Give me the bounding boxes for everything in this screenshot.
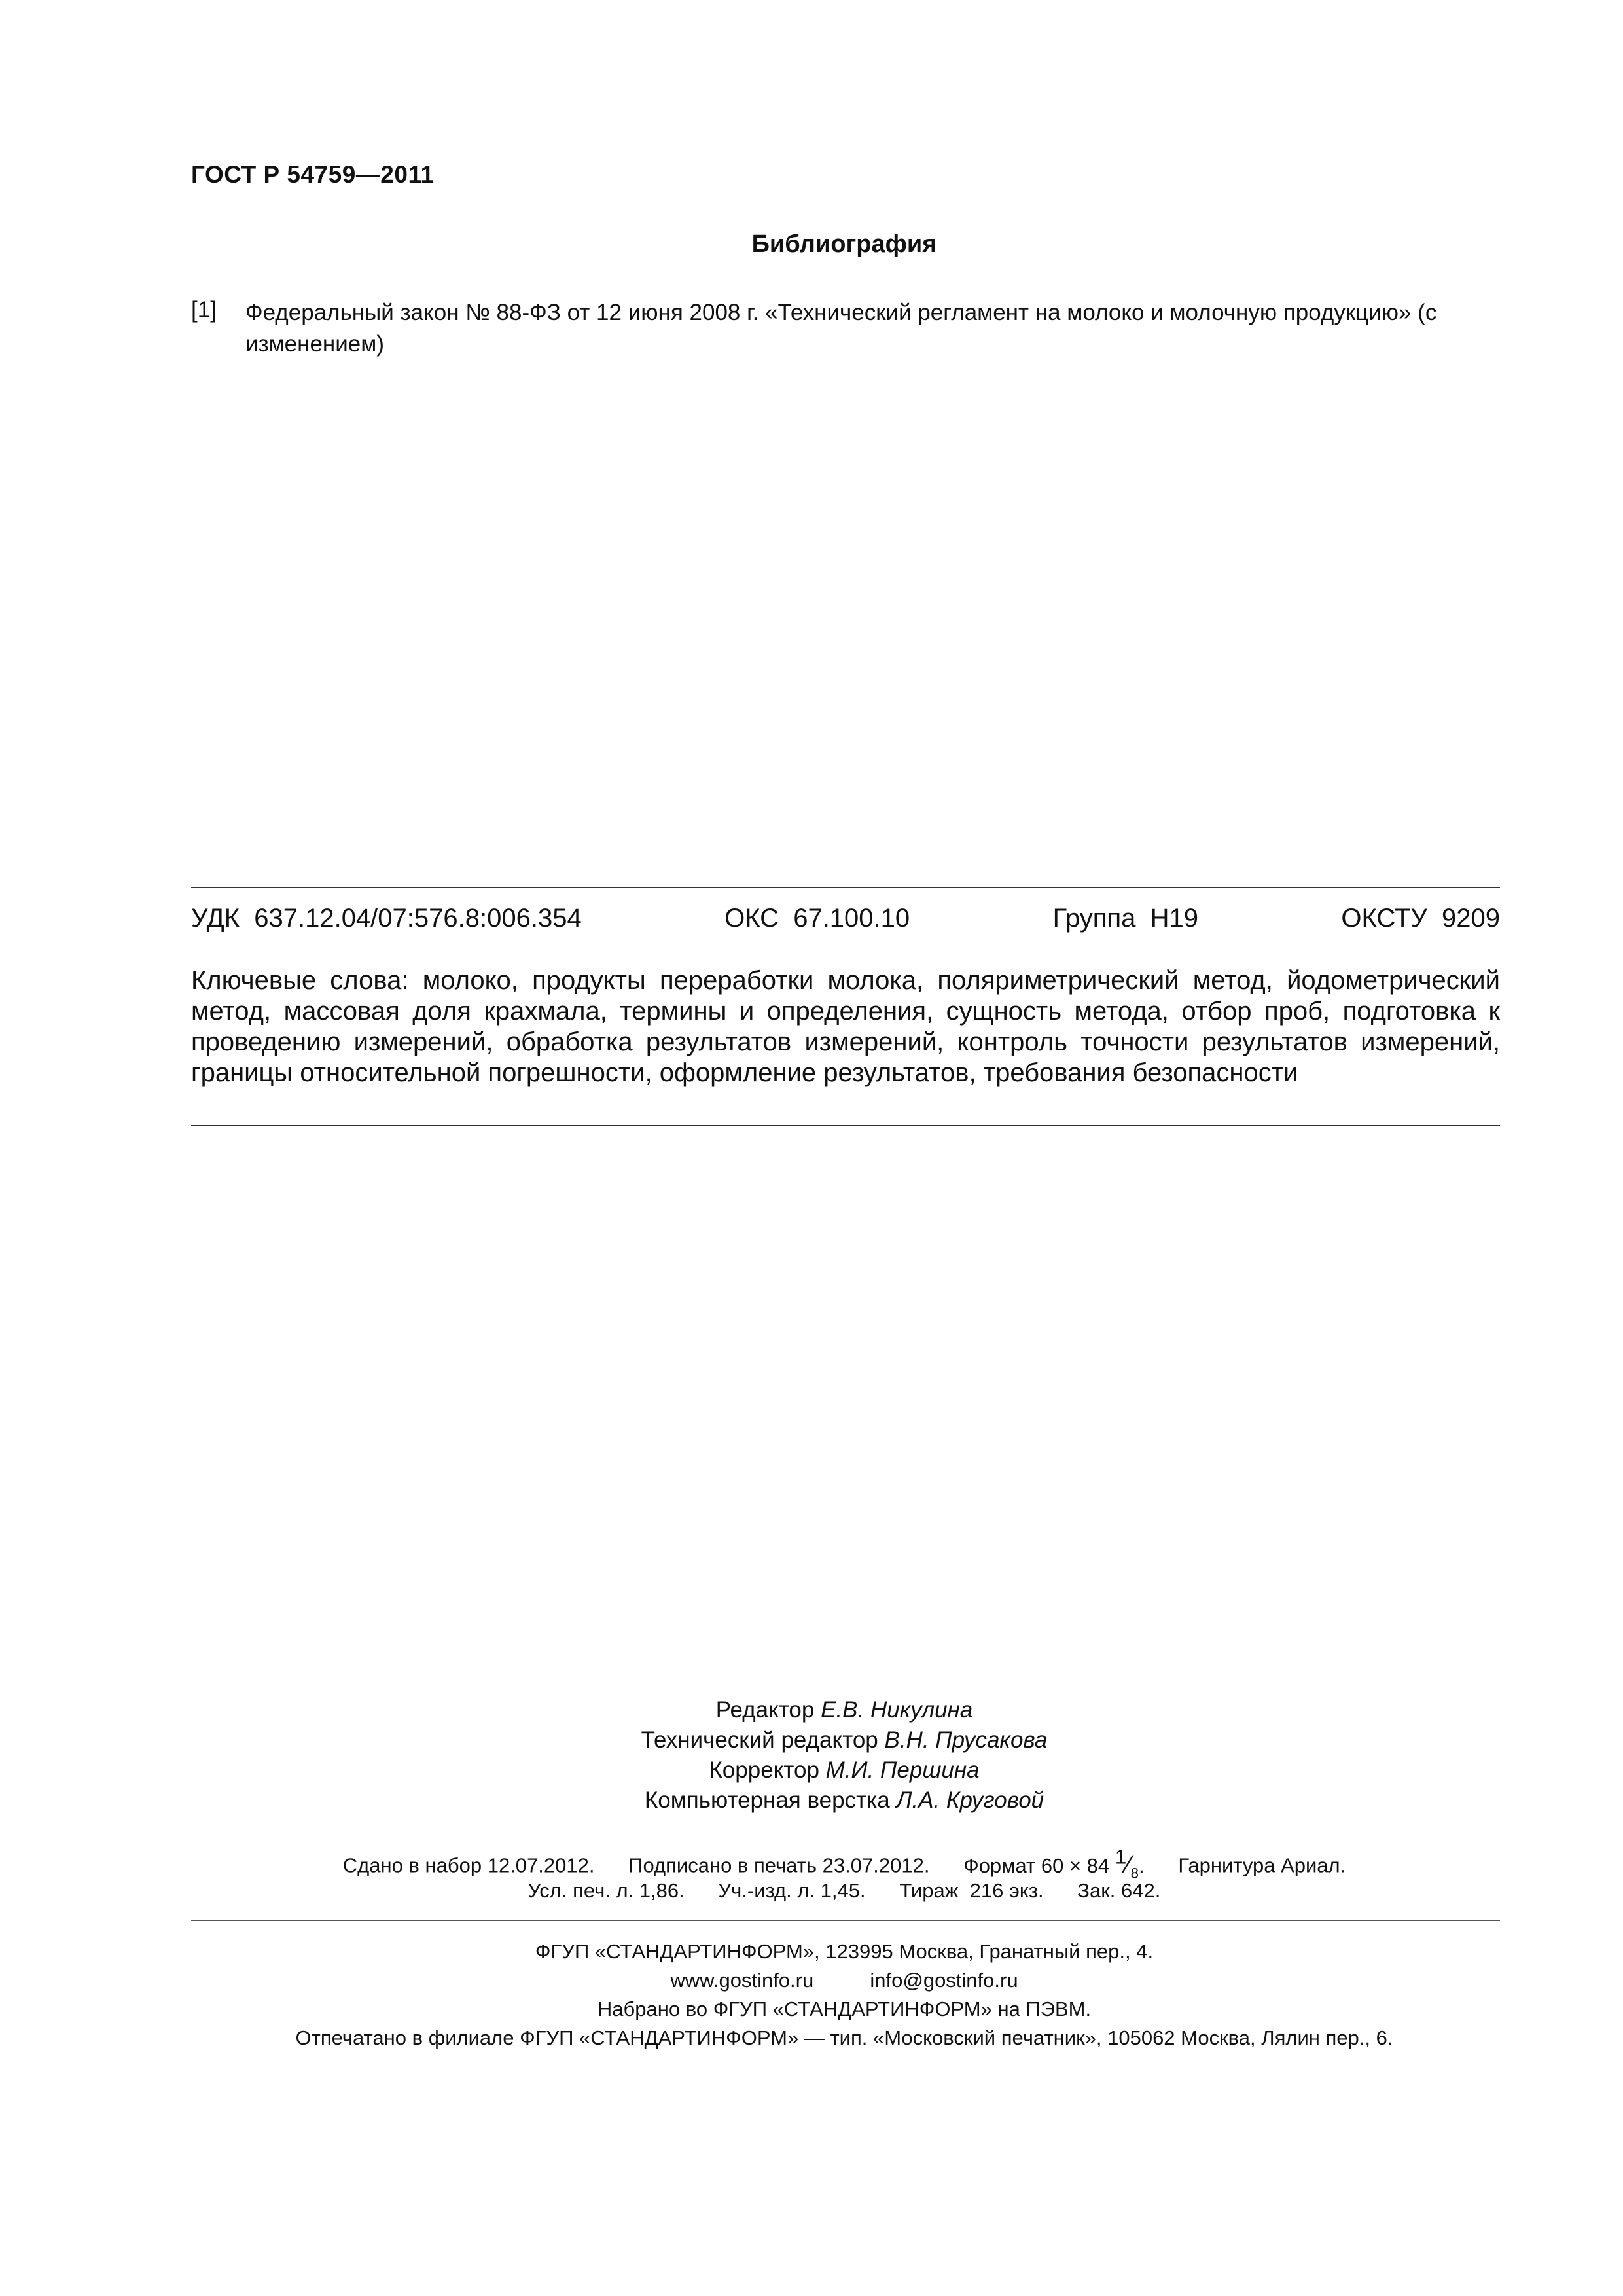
credit-name: Л.А. Круговой <box>896 1787 1044 1813</box>
divider-top <box>191 887 1500 888</box>
print-sheets: Усл. печ. л. 1,86. <box>527 1879 685 1902</box>
print-run: Тираж 216 экз. <box>899 1879 1044 1902</box>
font-info: Гарнитура Ариал. <box>1178 1854 1346 1877</box>
divider-middle <box>191 1125 1500 1126</box>
credits-block <box>0 1695 1623 1816</box>
credit-label: Редактор <box>715 1697 815 1723</box>
credit-label: Технический редактор <box>641 1727 878 1753</box>
reference-text: Федеральный закон № 88-ФЗ от 12 июня 2008 г. «Технический регламент на молоко и молочную продукцию» (с изменением) <box>245 300 1437 357</box>
publishing-sheets: Уч.-изд. л. 1,45. <box>718 1879 866 1902</box>
credit-layout <box>0 1785 1623 1816</box>
order-number: Зак. 642. <box>1077 1879 1161 1902</box>
divider-bottom <box>191 1920 1500 1921</box>
document-code: ГОСТ Р 54759—2011 <box>191 161 435 188</box>
format-fraction: $^1⁄_8$ <box>1115 1844 1139 1882</box>
group-code: Группа Н19 <box>1052 904 1198 933</box>
credit-name: Е.В. Никулина <box>821 1697 973 1723</box>
credit-name: М.И. Першина <box>825 1757 980 1783</box>
udk-code: УДК 637.12.04/07:576.8:006.354 <box>191 904 582 933</box>
typeset-info: Набрано во ФГУП «СТАНДАРТИНФОРМ» на ПЭВМ. <box>597 1998 1092 2020</box>
keywords-paragraph: Ключевые слова: молоко, продукты переработки молока, поляриметрический метод, йодометрический метод, массовая доля крахмала, термины и определения, сущность метода, отбор проб, подготовка к проведению измерений, обработка результатов измерений, контроль точности результатов измерений, границы относительной погрешности, оформление результатов, требования безопасности <box>191 966 1500 1087</box>
footer-block <box>0 1937 1623 2053</box>
oks-code: ОКС 67.100.10 <box>724 904 910 933</box>
submitted-date: Сдано в набор 12.07.2012. <box>342 1854 595 1877</box>
credit-editor <box>0 1695 1623 1725</box>
reference-number: [1] <box>191 297 217 323</box>
printer-info: Отпечатано в филиале ФГУП «СТАНДАРТИНФОРМ» — тип. «Московский печатник», 105062 Москва, Лялин пер., 6. <box>295 2026 1393 2049</box>
format: Формат 60 × 84 $^1⁄_8$. <box>963 1844 1145 1882</box>
classification-row <box>191 904 1500 933</box>
credit-label: Компьютерная верстка <box>644 1787 890 1813</box>
contacts <box>0 1966 1623 1995</box>
website-link[interactable]: www.gostinfo.ru <box>670 1969 814 1992</box>
credit-corrector <box>0 1755 1623 1785</box>
publisher-address: ФГУП «СТАНДАРТИНФОРМ», 123995 Москва, Гранатный пер., 4. <box>535 1940 1154 1963</box>
print-info-line-1 <box>0 1844 1623 1882</box>
signed-date: Подписано в печать 23.07.2012. <box>628 1854 930 1877</box>
credit-name: В.Н. Прусакова <box>884 1727 1048 1753</box>
email-link[interactable]: info@gostinfo.ru <box>870 1969 1018 1992</box>
print-info-line-2 <box>0 1879 1623 1903</box>
credit-tech-editor <box>0 1725 1623 1755</box>
okstu-code: ОКСТУ 9209 <box>1341 904 1500 933</box>
bibliography-title: Библиография <box>751 230 937 258</box>
credit-label: Корректор <box>709 1757 819 1783</box>
